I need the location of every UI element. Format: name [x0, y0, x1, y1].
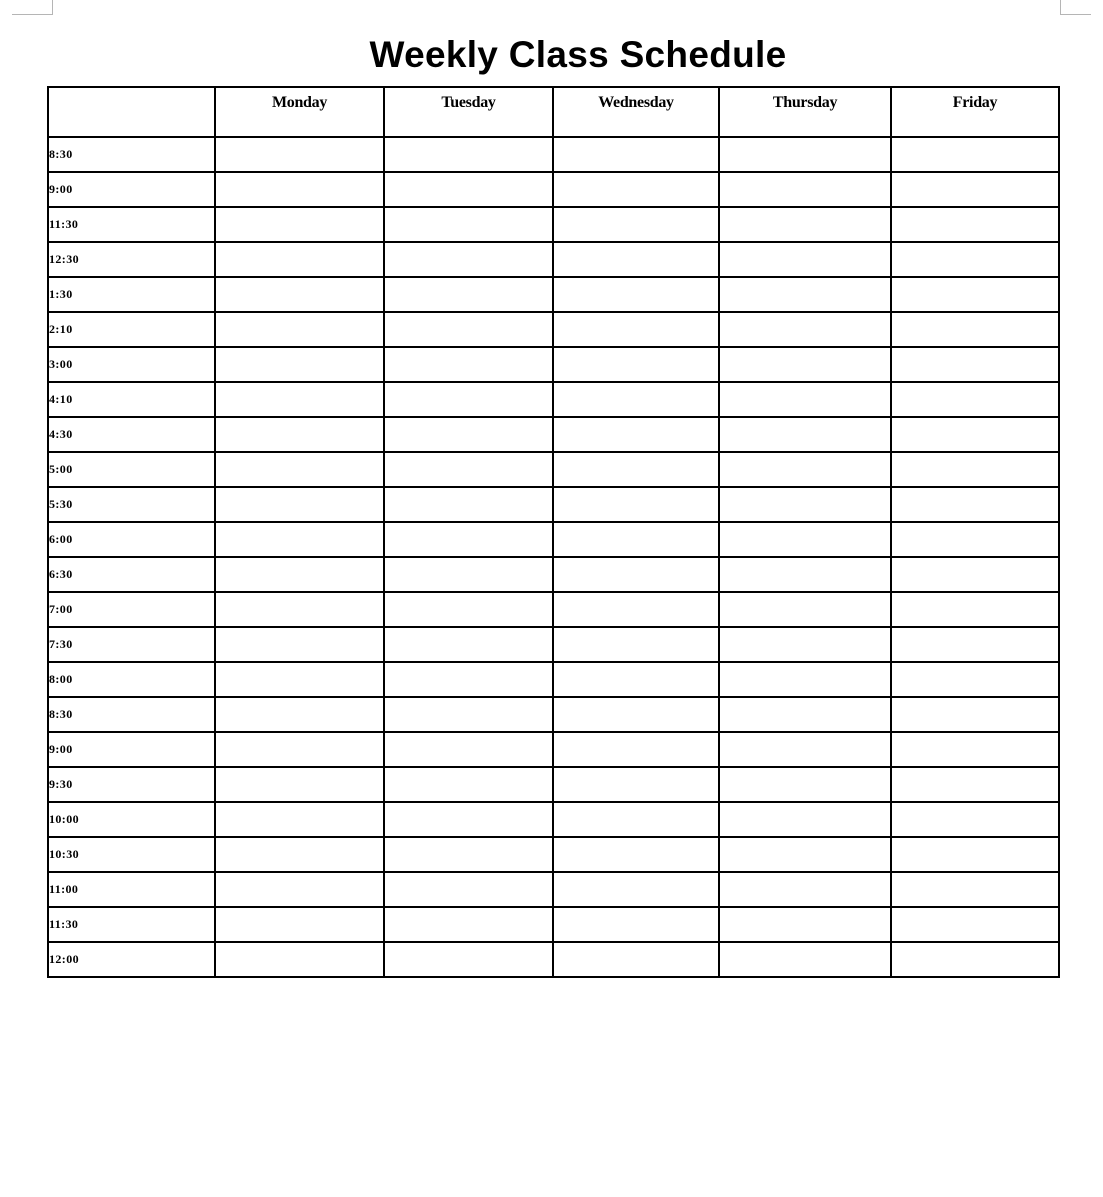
schedule-cell-monday[interactable]: [215, 837, 384, 872]
time-slot-label: 9:30: [48, 767, 215, 802]
schedule-cell-tuesday[interactable]: [384, 137, 553, 172]
schedule-cell-monday[interactable]: [215, 802, 384, 837]
schedule-cell-tuesday[interactable]: [384, 802, 553, 837]
time-slot-label: 6:30: [48, 557, 215, 592]
table-row: [48, 312, 1059, 347]
schedule-cell-thursday[interactable]: [719, 627, 891, 662]
schedule-cell-tuesday[interactable]: [384, 312, 553, 347]
day-header-friday: Friday: [891, 87, 1059, 137]
schedule-cell-tuesday[interactable]: [384, 207, 553, 242]
schedule-cell-monday[interactable]: [215, 242, 384, 277]
schedule-cell-wednesday[interactable]: [553, 277, 719, 312]
schedule-cell-monday[interactable]: [215, 907, 384, 942]
table-row: [48, 697, 1059, 732]
schedule-cell-monday[interactable]: [215, 627, 384, 662]
schedule-cell-wednesday[interactable]: [553, 802, 719, 837]
schedule-cell-monday[interactable]: [215, 872, 384, 907]
schedule-cell-wednesday[interactable]: [553, 487, 719, 522]
schedule-cell-tuesday[interactable]: [384, 452, 553, 487]
table-row: [48, 347, 1059, 382]
time-slot-label: 8:30: [48, 137, 215, 172]
schedule-cell-tuesday[interactable]: [384, 487, 553, 522]
table-row: [48, 242, 1059, 277]
schedule-cell-thursday[interactable]: [719, 907, 891, 942]
schedule-cell-wednesday[interactable]: [553, 662, 719, 697]
schedule-cell-friday[interactable]: [891, 627, 1059, 662]
schedule-cell-wednesday[interactable]: [553, 767, 719, 802]
schedule-cell-monday[interactable]: [215, 207, 384, 242]
schedule-cell-monday[interactable]: [215, 137, 384, 172]
schedule-cell-thursday[interactable]: [719, 732, 891, 767]
schedule-cell-friday[interactable]: [891, 417, 1059, 452]
schedule-cell-thursday[interactable]: [719, 662, 891, 697]
schedule-cell-thursday[interactable]: [719, 802, 891, 837]
schedule-cell-tuesday[interactable]: [384, 732, 553, 767]
time-slot-label: 6:00: [48, 522, 215, 557]
time-slot-label: 1:30: [48, 277, 215, 312]
schedule-cell-thursday[interactable]: [719, 487, 891, 522]
schedule-cell-friday[interactable]: [891, 487, 1059, 522]
schedule-cell-friday[interactable]: [891, 557, 1059, 592]
schedule-cell-monday[interactable]: [215, 417, 384, 452]
time-slot-label: 9:00: [48, 172, 215, 207]
table-row: [48, 732, 1059, 767]
schedule-cell-friday[interactable]: [891, 347, 1059, 382]
time-slot-label: 11:30: [48, 207, 215, 242]
schedule-cell-wednesday[interactable]: [553, 417, 719, 452]
schedule-cell-thursday[interactable]: [719, 767, 891, 802]
table-row: [48, 767, 1059, 802]
table-row: [48, 557, 1059, 592]
schedule-cell-friday[interactable]: [891, 312, 1059, 347]
schedule-cell-friday[interactable]: [891, 697, 1059, 732]
time-slot-label: 10:00: [48, 802, 215, 837]
schedule-table: [47, 86, 1060, 978]
table-row: [48, 942, 1059, 977]
time-slot-label: 4:30: [48, 417, 215, 452]
schedule-cell-friday[interactable]: [891, 522, 1059, 557]
schedule-cell-monday[interactable]: [215, 172, 384, 207]
schedule-cell-wednesday[interactable]: [553, 592, 719, 627]
schedule-cell-tuesday[interactable]: [384, 172, 553, 207]
table-row: [48, 802, 1059, 837]
schedule-cell-tuesday[interactable]: [384, 557, 553, 592]
schedule-cell-friday[interactable]: [891, 137, 1059, 172]
schedule-cell-thursday[interactable]: [719, 417, 891, 452]
time-slot-label: 3:00: [48, 347, 215, 382]
time-slot-label: 8:30: [48, 697, 215, 732]
schedule-cell-wednesday[interactable]: [553, 627, 719, 662]
table-row: [48, 137, 1059, 172]
schedule-cell-wednesday[interactable]: [553, 347, 719, 382]
schedule-cell-wednesday[interactable]: [553, 732, 719, 767]
schedule-cell-thursday[interactable]: [719, 522, 891, 557]
schedule-cell-friday[interactable]: [891, 942, 1059, 977]
schedule-cell-thursday[interactable]: [719, 172, 891, 207]
day-header-tuesday: Tuesday: [384, 87, 553, 137]
schedule-cell-wednesday[interactable]: [553, 557, 719, 592]
schedule-cell-wednesday[interactable]: [553, 207, 719, 242]
schedule-cell-monday[interactable]: [215, 522, 384, 557]
schedule-cell-monday[interactable]: [215, 767, 384, 802]
time-slot-label: 5:00: [48, 452, 215, 487]
schedule-cell-tuesday[interactable]: [384, 837, 553, 872]
schedule-cell-friday[interactable]: [891, 767, 1059, 802]
header-row: [48, 87, 1059, 137]
day-header-monday: Monday: [215, 87, 384, 137]
schedule-cell-thursday[interactable]: [719, 942, 891, 977]
schedule-cell-tuesday[interactable]: [384, 942, 553, 977]
time-slot-label: 12:30: [48, 242, 215, 277]
schedule-cell-monday[interactable]: [215, 942, 384, 977]
schedule-cell-friday[interactable]: [891, 277, 1059, 312]
schedule-cell-tuesday[interactable]: [384, 592, 553, 627]
schedule-cell-wednesday[interactable]: [553, 172, 719, 207]
time-slot-label: 2:10: [48, 312, 215, 347]
schedule-cell-tuesday[interactable]: [384, 522, 553, 557]
schedule-body: [48, 137, 1059, 977]
schedule-cell-thursday[interactable]: [719, 697, 891, 732]
table-row: [48, 277, 1059, 312]
schedule-cell-wednesday[interactable]: [553, 312, 719, 347]
table-row: [48, 172, 1059, 207]
schedule-cell-wednesday[interactable]: [553, 907, 719, 942]
schedule-cell-monday[interactable]: [215, 452, 384, 487]
schedule-cell-tuesday[interactable]: [384, 872, 553, 907]
schedule-cell-monday[interactable]: [215, 277, 384, 312]
schedule-cell-friday[interactable]: [891, 837, 1059, 872]
schedule-cell-monday[interactable]: [215, 662, 384, 697]
table-row: [48, 907, 1059, 942]
schedule-cell-thursday[interactable]: [719, 242, 891, 277]
table-row: [48, 872, 1059, 907]
schedule-cell-thursday[interactable]: [719, 312, 891, 347]
table-row: [48, 627, 1059, 662]
schedule-cell-tuesday[interactable]: [384, 242, 553, 277]
schedule-cell-monday[interactable]: [215, 697, 384, 732]
schedule-cell-friday[interactable]: [891, 382, 1059, 417]
time-slot-label: 7:00: [48, 592, 215, 627]
table-row: [48, 417, 1059, 452]
schedule-cell-tuesday[interactable]: [384, 767, 553, 802]
table-row: [48, 207, 1059, 242]
schedule-cell-monday[interactable]: [215, 557, 384, 592]
schedule-cell-tuesday[interactable]: [384, 662, 553, 697]
table-row: [48, 487, 1059, 522]
table-row: [48, 592, 1059, 627]
schedule-cell-friday[interactable]: [891, 802, 1059, 837]
schedule-cell-wednesday[interactable]: [553, 837, 719, 872]
schedule-cell-monday[interactable]: [215, 592, 384, 627]
schedule-cell-tuesday[interactable]: [384, 627, 553, 662]
schedule-cell-friday[interactable]: [891, 662, 1059, 697]
time-slot-label: 4:10: [48, 382, 215, 417]
time-slot-label: 7:30: [48, 627, 215, 662]
day-header-wednesday: Wednesday: [553, 87, 719, 137]
schedule-cell-thursday[interactable]: [719, 557, 891, 592]
time-slot-label: 11:00: [48, 872, 215, 907]
schedule-cell-wednesday[interactable]: [553, 522, 719, 557]
schedule-cell-wednesday[interactable]: [553, 137, 719, 172]
schedule-cell-thursday[interactable]: [719, 837, 891, 872]
table-row: [48, 837, 1059, 872]
schedule-cell-wednesday[interactable]: [553, 452, 719, 487]
schedule-cell-friday[interactable]: [891, 592, 1059, 627]
time-slot-label: 12:00: [48, 942, 215, 977]
schedule-cell-thursday[interactable]: [719, 277, 891, 312]
schedule-cell-thursday[interactable]: [719, 137, 891, 172]
schedule-cell-wednesday[interactable]: [553, 697, 719, 732]
schedule-cell-tuesday[interactable]: [384, 382, 553, 417]
schedule-cell-tuesday[interactable]: [384, 347, 553, 382]
time-slot-label: 5:30: [48, 487, 215, 522]
table-row: [48, 452, 1059, 487]
table-row: [48, 522, 1059, 557]
schedule-cell-tuesday[interactable]: [384, 417, 553, 452]
schedule-cell-friday[interactable]: [891, 207, 1059, 242]
schedule-cell-thursday[interactable]: [719, 452, 891, 487]
schedule-cell-friday[interactable]: [891, 172, 1059, 207]
schedule-cell-friday[interactable]: [891, 872, 1059, 907]
schedule-cell-thursday[interactable]: [719, 347, 891, 382]
schedule-cell-thursday[interactable]: [719, 207, 891, 242]
schedule-cell-wednesday[interactable]: [553, 382, 719, 417]
schedule-cell-thursday[interactable]: [719, 592, 891, 627]
page-corner-mark-right: [1060, 0, 1091, 15]
schedule-cell-friday[interactable]: [891, 452, 1059, 487]
schedule-cell-monday[interactable]: [215, 347, 384, 382]
schedule-cell-thursday[interactable]: [719, 382, 891, 417]
time-slot-label: 8:00: [48, 662, 215, 697]
schedule-cell-wednesday[interactable]: [553, 942, 719, 977]
schedule-cell-tuesday[interactable]: [384, 277, 553, 312]
time-slot-label: 9:00: [48, 732, 215, 767]
schedule-cell-tuesday[interactable]: [384, 907, 553, 942]
schedule-cell-wednesday[interactable]: [553, 872, 719, 907]
schedule-cell-friday[interactable]: [891, 907, 1059, 942]
schedule-cell-thursday[interactable]: [719, 872, 891, 907]
schedule-cell-friday[interactable]: [891, 242, 1059, 277]
document-title: Weekly Class Schedule: [369, 34, 787, 75]
time-slot-label: 10:30: [48, 837, 215, 872]
schedule-cell-tuesday[interactable]: [384, 697, 553, 732]
schedule-cell-wednesday[interactable]: [553, 242, 719, 277]
table-row: [48, 662, 1059, 697]
schedule-cell-monday[interactable]: [215, 732, 384, 767]
schedule-cell-friday[interactable]: [891, 732, 1059, 767]
page-corner-mark-left: [12, 0, 53, 15]
schedule-cell-monday[interactable]: [215, 382, 384, 417]
table-row: [48, 382, 1059, 417]
day-header-thursday: Thursday: [719, 87, 891, 137]
time-slot-label: 11:30: [48, 907, 215, 942]
schedule-cell-monday[interactable]: [215, 487, 384, 522]
schedule-cell-monday[interactable]: [215, 312, 384, 347]
corner-header-cell: [48, 87, 215, 137]
